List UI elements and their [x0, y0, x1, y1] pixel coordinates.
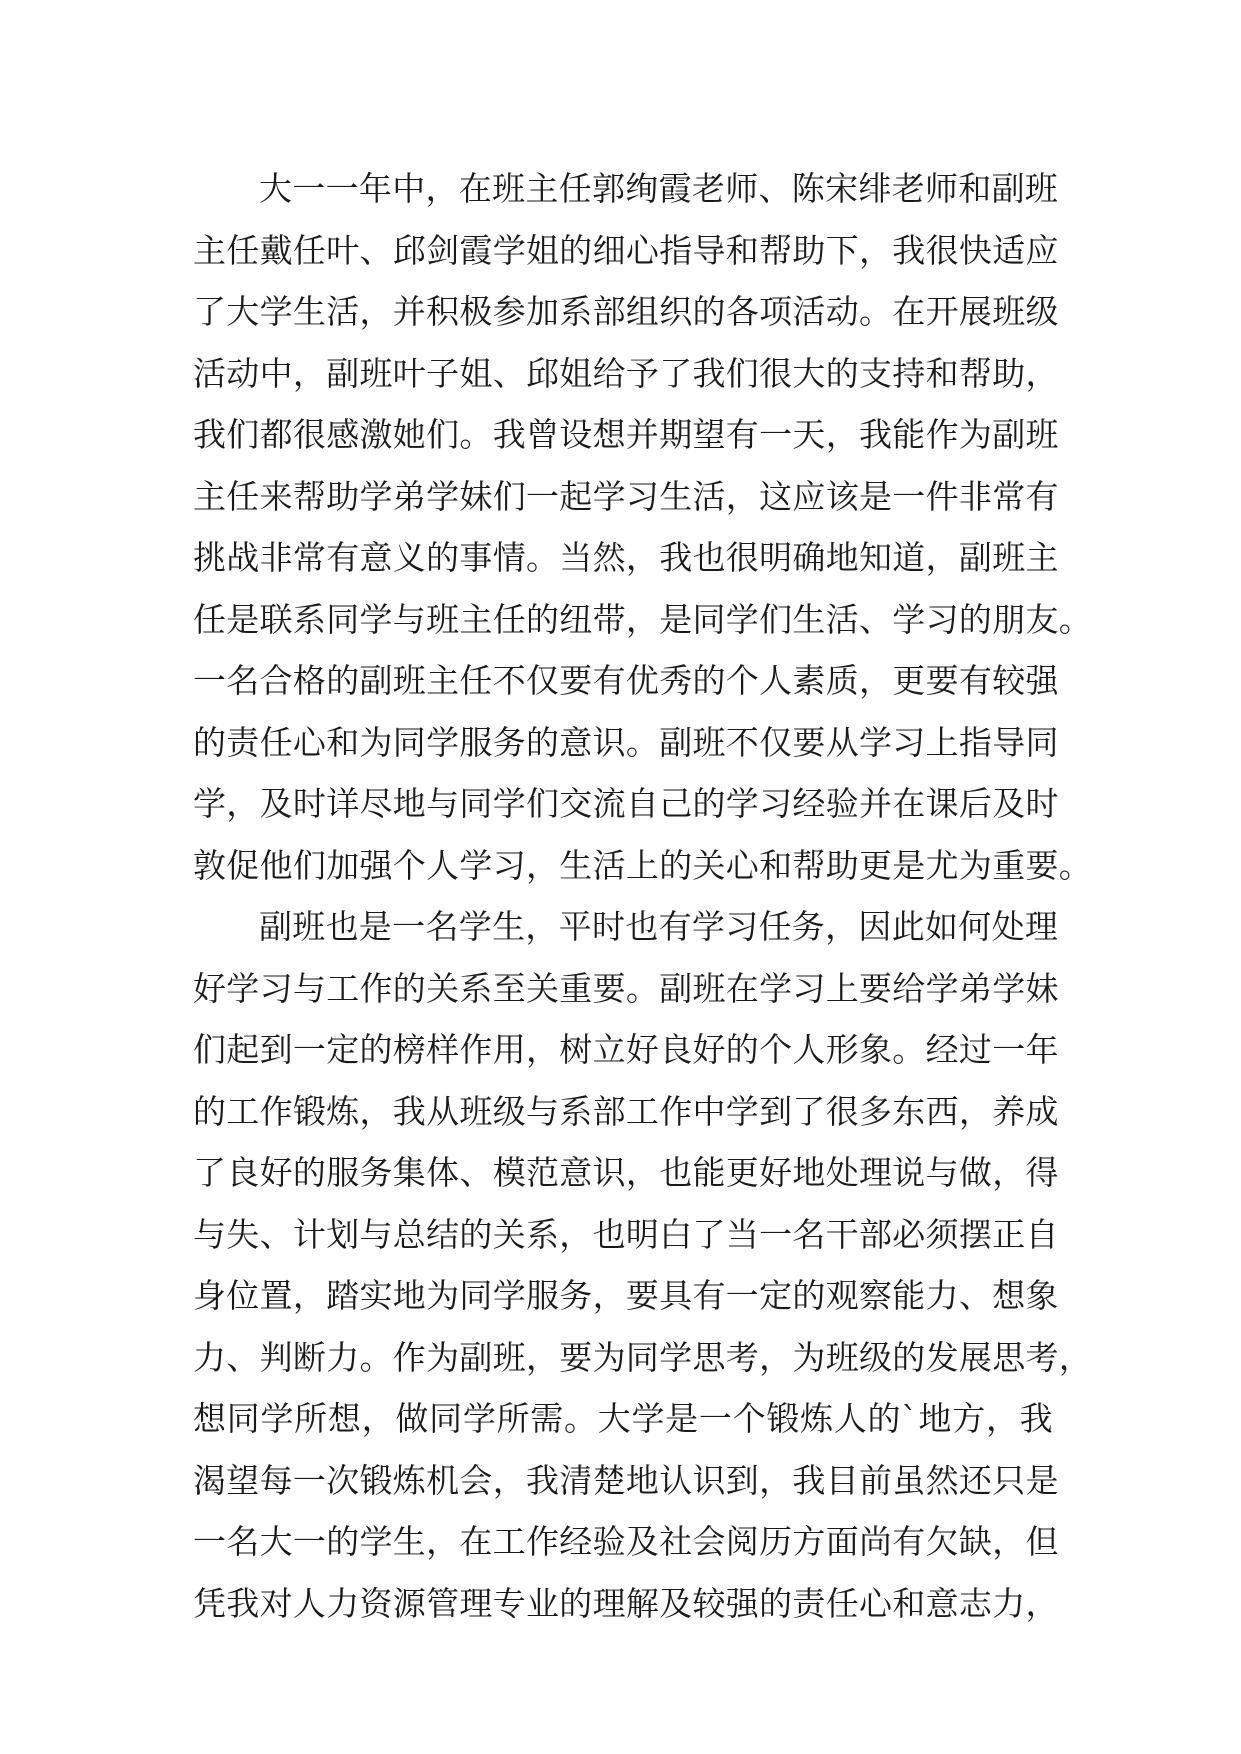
paragraph-2-line-4: 的工作锻炼，我从班级与系部工作中学到了很多东西，养成	[193, 1091, 1059, 1131]
paragraph-1-line-1: 大一一年中，在班主任郭绚霞老师、陈宋绯老师和副班	[259, 169, 1059, 208]
paragraph-1-line-9: 一名合格的副班主任不仅要有优秀的个人素质，更要有较强	[193, 661, 1059, 700]
paragraph-1-line-12: 敦促他们加强个人学习，生活上的关心和帮助更是尤为重要。	[193, 845, 1093, 885]
paragraph-2-line-11: 一名大一的学生，在工作经验及社会阅历方面尚有欠缺，但	[193, 1522, 1059, 1561]
paragraph-1-line-4: 活动中，副班叶子姐、邱姐给予了我们很大的支持和帮助，	[193, 353, 1059, 393]
paragraph-1-line-5: 我们都很感激她们。我曾设想并期望有一天，我能作为副班	[193, 415, 1059, 454]
paragraph-1-line-11: 学，及时详尽地与同学们交流自己的学习经验并在课后及时	[193, 784, 1059, 823]
paragraph-2-line-9: 想同学所想，做同学所需。大学是一个锻炼人的`地方，我	[193, 1399, 1053, 1438]
paragraph-2-line-6: 与失、计划与总结的关系，也明白了当一名干部必须摆正自	[193, 1214, 1059, 1254]
paragraph-1-line-10: 的责任心和为同学服务的意识。副班不仅要从学习上指导同	[193, 722, 1059, 762]
paragraph-1-line-3: 了大学生活，并积极参加系部组织的各项活动。在开展班级	[193, 292, 1059, 331]
paragraph-2-line-10: 渴望每一次锻炼机会，我清楚地认识到，我目前虽然还只是	[193, 1460, 1059, 1500]
document-body	[193, 158, 1093, 1634]
paragraph-1-line-6: 主任来帮助学弟学妹们一起学习生活，这应该是一件非常有	[193, 476, 1059, 516]
paragraph-2-line-5: 了良好的服务集体、模范意识，也能更好地处理说与做，得	[193, 1153, 1059, 1192]
paragraph-1-line-2: 主任戴任叶、邱剑霞学姐的细心指导和帮助下，我很快适应	[193, 230, 1059, 270]
paragraph-2-line-8: 力、判断力。作为副班，要为同学思考，为班级的发展思考，	[193, 1337, 1093, 1377]
paragraph-2-line-12: 凭我对人力资源管理专业的理解及较强的责任心和意志力，	[193, 1583, 1059, 1623]
paragraph-1-line-8: 任是联系同学与班主任的纽带，是同学们生活、学习的朋友。	[193, 599, 1093, 639]
paragraph-2-line-1: 副班也是一名学生，平时也有学习任务，因此如何处理	[259, 907, 1059, 946]
paragraph-2-line-2: 好学习与工作的关系至关重要。副班在学习上要给学弟学妹	[193, 968, 1059, 1008]
paragraph-2-line-3: 们起到一定的榜样作用，树立好良好的个人形象。经过一年	[193, 1030, 1059, 1069]
paragraph-1-line-7: 挑战非常有意义的事情。当然，我也很明确地知道，副班主	[193, 538, 1059, 577]
paragraph-2-line-7: 身位置，踏实地为同学服务，要具有一定的观察能力、想象	[193, 1276, 1059, 1315]
